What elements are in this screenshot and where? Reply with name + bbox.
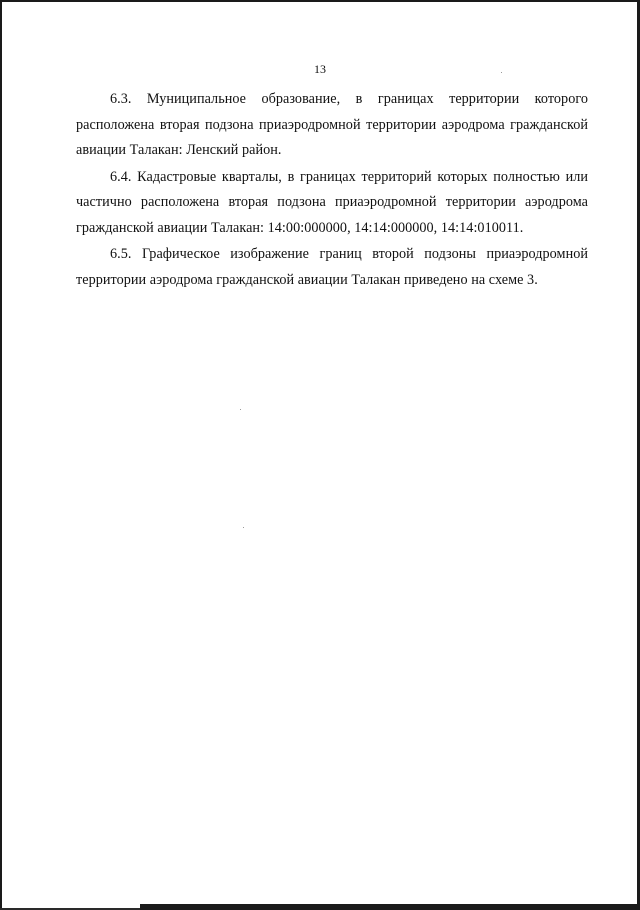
document-body <box>76 87 588 294</box>
paragraph-6-5: 6.5. Графическое изображение границ второй подзоны приаэродромной территории аэродрома гражданской авиации Талакан приведено на схеме 3. <box>76 246 588 288</box>
scan-speck <box>243 527 244 528</box>
scan-speck <box>501 72 502 73</box>
page-number: 13 <box>314 62 326 76</box>
paragraph-6-4: 6.4. Кадастровые кварталы, в границах территорий которых полностью или частично расположена вторая подзона приаэродромной территории аэродрома гражданской авиации Талакан: 14:00:000000, 14:14:000000, 14:14:010011. <box>76 168 588 236</box>
scan-edge-top <box>0 0 640 2</box>
scan-edge-left <box>0 0 2 910</box>
paragraph-6-3: 6.3. Муниципальное образование, в границах территории которого расположена вторая подзона приаэродромной территории аэродрома гражданской авиации Талакан: Ленский район. <box>76 91 588 158</box>
scan-edge-bottom-shadow <box>140 904 640 910</box>
scan-speck <box>240 409 241 410</box>
